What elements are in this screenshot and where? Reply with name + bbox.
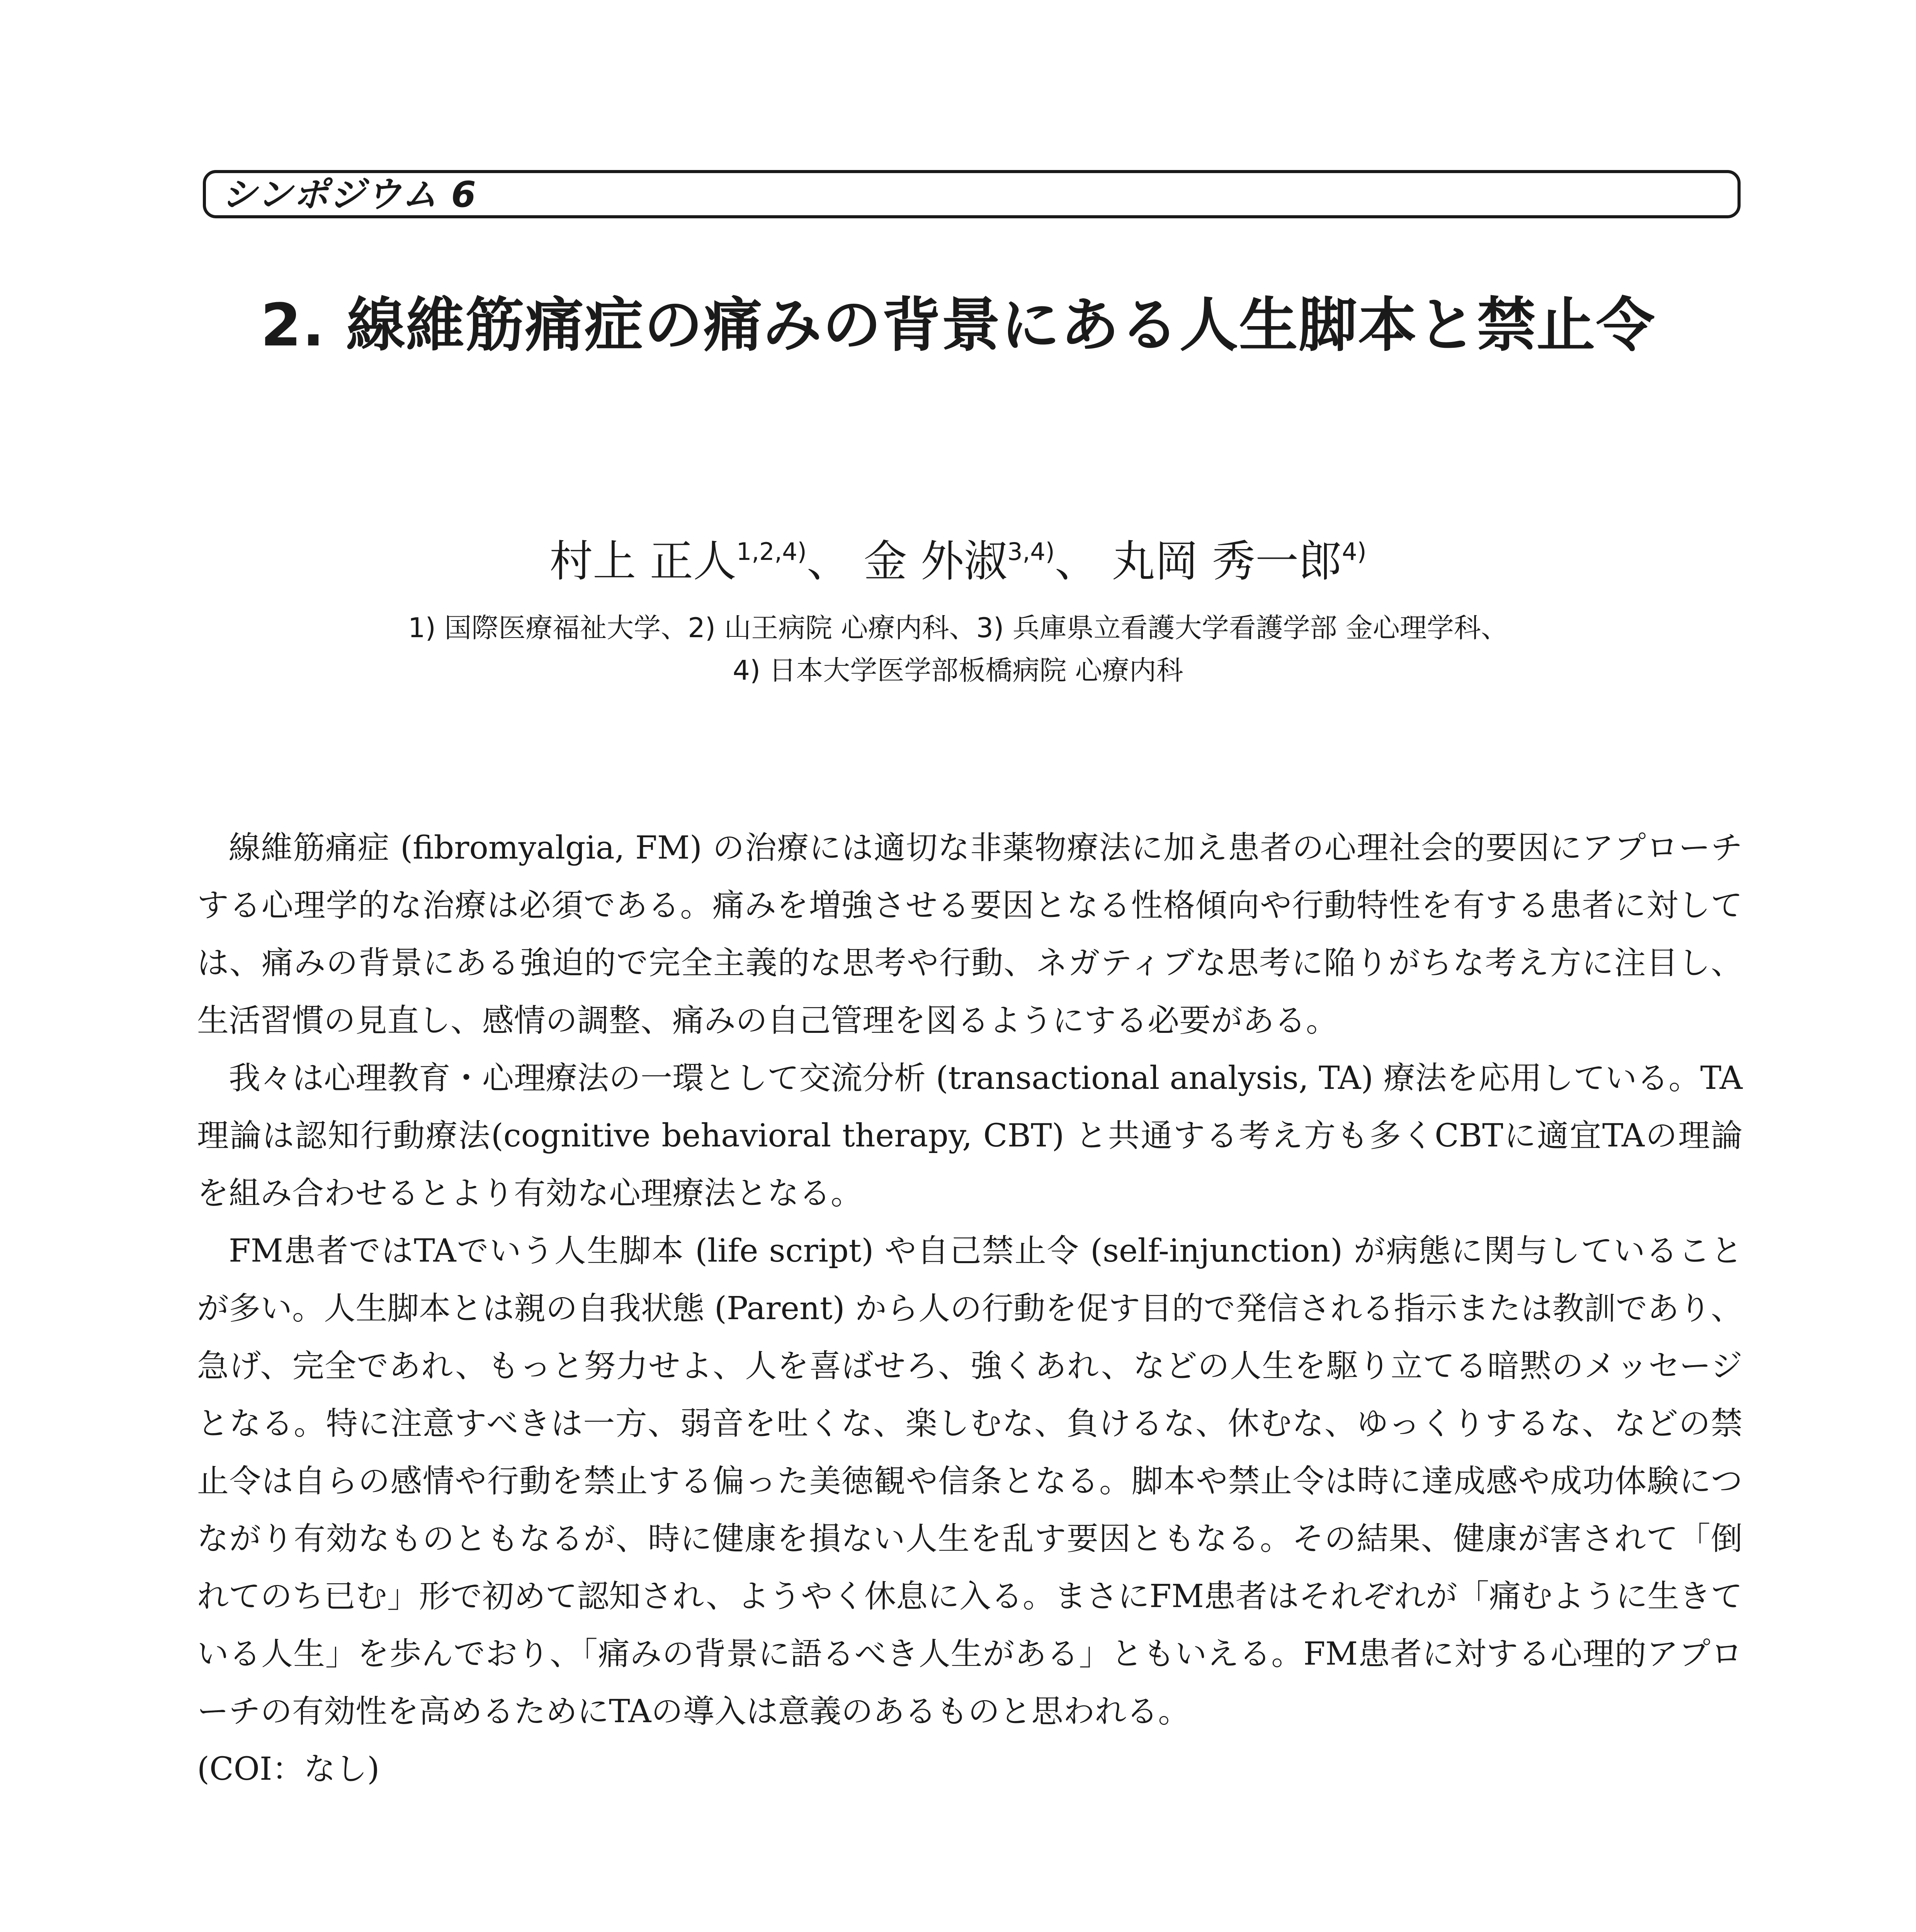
author-affiliation-marker: 3,4) (1007, 537, 1055, 566)
abstract-body (197, 819, 1743, 1798)
paper-title: 2. 線維筋痛症の痛みの背景にある人生脚本と禁止令 (260, 291, 1656, 359)
affiliations (0, 607, 1916, 692)
section-label: シンポジウム 6 (221, 174, 477, 215)
author-affiliation-marker: 1,2,4) (736, 537, 807, 566)
coi-statement: (COI：なし) (197, 1751, 380, 1787)
author-list (0, 532, 1916, 590)
author-affiliation-marker: 4) (1342, 537, 1367, 566)
abstract-paragraph: FM患者ではTAでいう人生脚本 (life script) や自己禁止令 (self-injunction) が病態に関与していることが多い。人生脚本とは親の自我状態 (Parent) から人の行動を促す目的で発信される指示または教訓であり、急げ、完全であれ、もっと努力せよ、人を喜ばせろ、強くあれ、などの人生を駆り立てる暗黙のメッセージとなる。特に注意すべきは一方、弱音を吐くな、楽しむな、負けるな、休むな、ゆっくりするな、などの禁止令は自らの感情や行動を禁止する偏った美徳観や信条となる。脚本や禁止令は時に達成感や成功体験につながり有効なものともなるが、時に健康を損ない人生を乱す要因ともなる。その結果、健康が害されて「倒れてのち已む」形で初めて認知され、ようやく休息に入る。まさにFM患者はそれぞれが「痛むように生きている人生」を歩んでおり、「痛みの背景に語るべき人生がある」ともいえる。FM患者に対する心理的アプローチの有効性を高めるためにTAの導入は意義のあるものと思われる。 (197, 1233, 1743, 1730)
author-name: 丸岡 秀一郎 (1112, 536, 1342, 587)
author-name: 金 外淑 (864, 536, 1008, 587)
abstract-paragraph: 我々は心理教育・心理療法の一環として交流分析 (transactional analysis, TA) 療法を応用している。TA理論は認知行動療法(cognitive behavioral therapy, CBT) と共通する考え方も多くCBTに適宜TAの理論を組み合わせるとより有効な心理療法となる。 (197, 1060, 1743, 1212)
affiliation-line: 1) 国際医療福祉大学、2) 山王病院 心療内科、3) 兵庫県立看護大学看護学部 金心理学科、 (408, 612, 1508, 644)
author-separator: 、 (806, 536, 850, 587)
author-separator: 、 (1054, 536, 1098, 587)
author-name: 村上 正人 (549, 536, 736, 587)
abstract-paragraph: 線維筋痛症 (fibromyalgia, FM) の治療には適切な非薬物療法に加え患者の心理社会的要因にアプローチする心理学的な治療は必須である。痛みを増強させる要因となる性格傾向や行動特性を有する患者に対しては、痛みの背景にある強迫的で完全主義的な思考や行動、ネガティブな思考に陥りがちな考え方に注目し、生活習慣の見直し、感情の調整、痛みの自己管理を図るようにする必要がある。 (197, 830, 1743, 1039)
section-tag (203, 170, 1741, 218)
affiliation-line: 4) 日本大学医学部板橋病院 心療内科 (733, 655, 1183, 686)
